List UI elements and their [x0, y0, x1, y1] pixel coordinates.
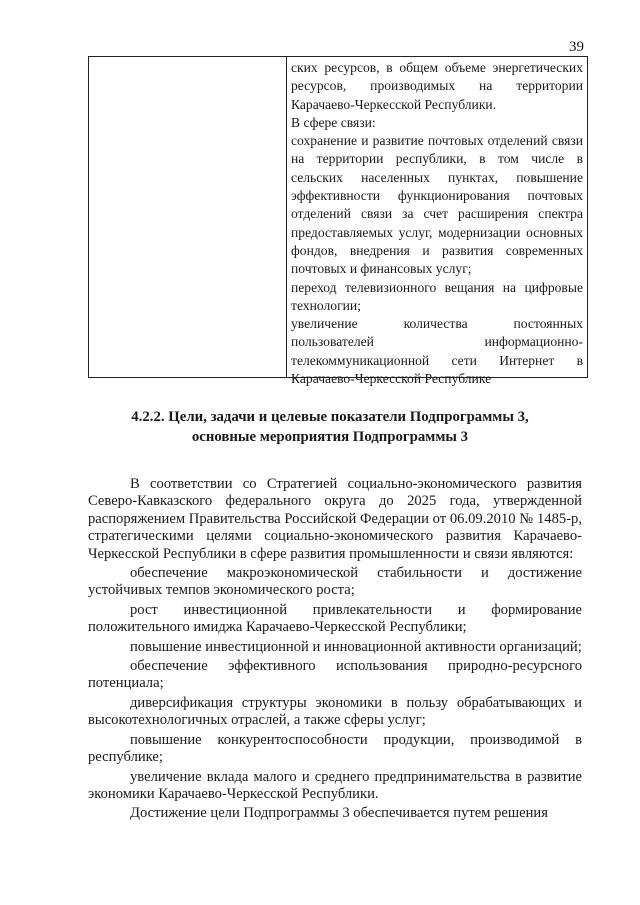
table-right-cell: [287, 57, 587, 387]
continuation-table: [88, 56, 588, 387]
page-number: 39: [569, 39, 584, 55]
section-heading-line: основные мероприятия Подпрограммы 3: [191, 429, 469, 445]
paragraph: обеспечение макроэкономической стабильности и достижение устойчивых темпов экономического роста;: [88, 565, 582, 599]
table-item: ских ресурсов, в общем объеме энергетических ресурсов, производимых на территории Карачаево-Черкесской Республики.: [291, 60, 583, 112]
paragraph: повышение инвестиционной и инновационной активности организаций;: [130, 638, 582, 655]
paragraph: В соответствии со Стратегией социально-экономического развития Северо-Кавказского федерального округа до 2025 года, утвержденной распоряжением Правительства Российской Федерации от 06.09.2010 № 1485-р, стратегическими целями социально-экономического развития Карачаево-Черкесской Республики в сфере развития промышленности и связи являются:: [88, 476, 582, 562]
section-heading: [110, 407, 550, 447]
table-item: сохранение и развитие почтовых отделений связи на территории республики, в том числе в сельских населенных пунктах, повышение эффективности функционирования почтовых отделений связи за счет расширения спектра предоставляемых услуг, модернизации основных фондов, внедрения и развития современных почтовых и финансовых услуг;: [291, 133, 583, 277]
body-text: [88, 476, 582, 825]
table-item: переход телевизионного вещания на цифровые технологии;: [291, 279, 583, 313]
paragraph: диверсификация структуры экономики в пользу обрабатывающих и высокотехнологичных отраслей, а также сферы услуг;: [88, 694, 582, 729]
table-item: В сфере связи:: [291, 114, 376, 130]
paragraph: рост инвестиционной привлекательности и формирование положительного имиджа Карачаево-Черкесской Республики;: [88, 601, 582, 636]
table-item: увеличение количества постоянных пользователей информационно-телекоммуникационной сети Интернет в Карачаево-Черкесской Республике: [291, 316, 583, 387]
section-heading-line: 4.2.2. Цели, задачи и целевые показатели Подпрограммы 3,: [131, 409, 529, 425]
paragraph: Достижение цели Подпрограммы 3 обеспечивается путем решения: [130, 805, 548, 822]
paragraph: увеличение вклада малого и среднего предпринимательства в развитие экономики Карачаево-Черкесской Республики.: [88, 768, 582, 802]
paragraph: повышение конкурентоспособности продукции, производимой в республике;: [88, 731, 582, 766]
table-left-cell: [89, 57, 287, 377]
paragraph: обеспечение эффективного использования природно-ресурсного потенциала;: [88, 658, 582, 692]
